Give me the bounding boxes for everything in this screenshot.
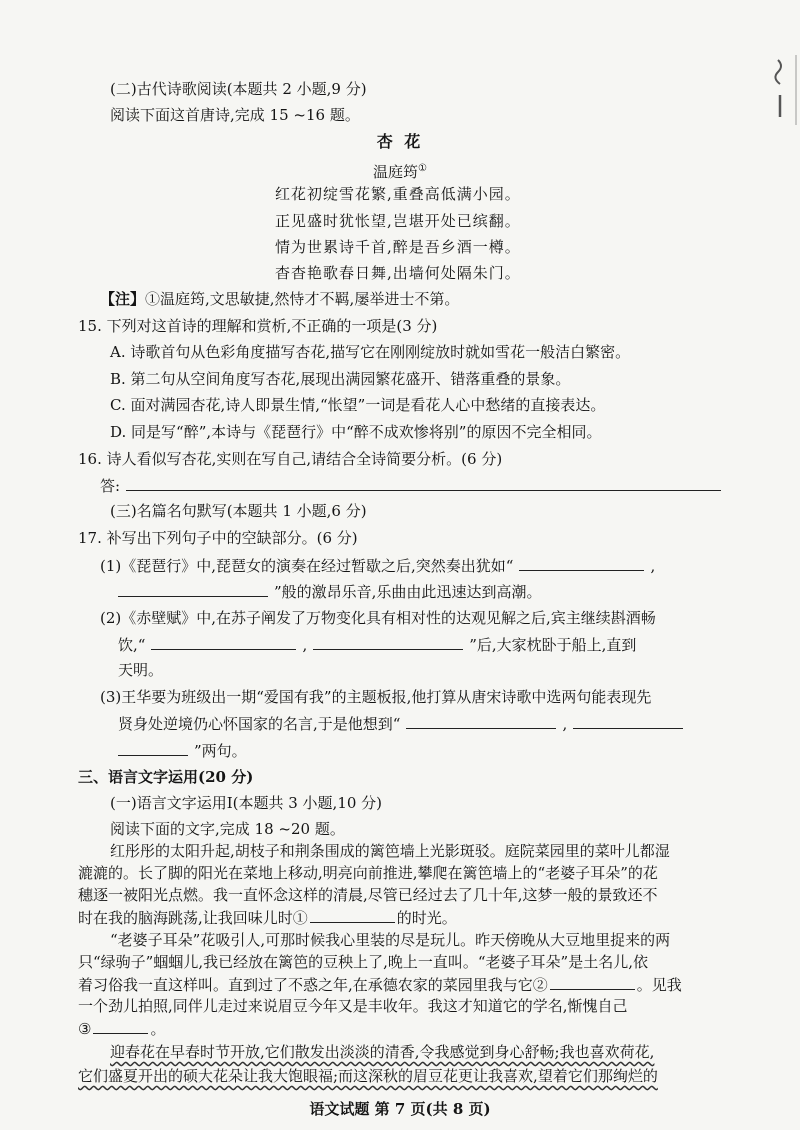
poem-author: 温庭筠 bbox=[373, 163, 419, 181]
q16-answer-blank[interactable] bbox=[126, 474, 721, 491]
q17-part3-line3 bbox=[118, 739, 247, 762]
q17-part3-line2: 贤身处逆境仍心怀国家的名言,于是他想到“ , bbox=[118, 712, 689, 735]
passage-p2-end: 。 bbox=[150, 1020, 166, 1038]
poem-note bbox=[100, 288, 459, 310]
q15-option-d: D. 同是写“醉”,本诗与《琵琶行》中“醉不成欢惨将别”的原因不完全相同。 bbox=[110, 423, 602, 441]
passage-p2-line4: 一个劲儿拍照,同伴儿走过来说眉豆今年又是丰收年。我这才知道它的学名,惭愧自己 bbox=[78, 997, 628, 1015]
passage-p1-line2: 漉漉的。长了脚的阳光在菜地上移动,明亮向前推进,攀爬在篱笆墙上的“老婆子耳朵”的花 bbox=[78, 864, 658, 882]
passage-p2-text-b: 。见我 bbox=[636, 976, 682, 994]
q17-part2-suffix: ”后,大家枕卧于船上,直到 bbox=[469, 636, 637, 654]
page-edge-fragment bbox=[770, 55, 800, 125]
poem-line-4: 杳杳艳歌春日舞,出墙何处隔朱门。 bbox=[275, 264, 521, 282]
passage-blank-1[interactable] bbox=[310, 906, 395, 923]
passage-p2-text-a: 着习俗我一直这样叫。直到过了不惑之年,在承德农家的菜园里我与它② bbox=[78, 976, 548, 994]
poem-author-line bbox=[0, 158, 800, 183]
passage-blank-2[interactable] bbox=[550, 973, 635, 990]
page-footer: 语文试题 第 7 页(共 8 页) bbox=[309, 1100, 491, 1118]
section-poetry-heading: (二)古代诗歌阅读(本题共 2 小题,9 分) bbox=[110, 80, 367, 98]
q17-part2-prefix: 饮,“ bbox=[118, 636, 146, 654]
poem-line-1: 红花初绽雪花繁,重叠高低满小园。 bbox=[275, 185, 521, 203]
q17-part1-text-b: ”般的激昂乐音,乐曲由此迅速达到高潮。 bbox=[274, 583, 542, 601]
passage-p1-text-a: 时在我的脑海跳荡,让我回味儿时① bbox=[78, 909, 308, 927]
q17-stem: 17. 补写出下列句子中的空缺部分。(6 分) bbox=[78, 529, 358, 547]
section-recite-heading: (三)名篇名句默写(本题共 1 小题,6 分) bbox=[110, 502, 367, 520]
passage-p2-number: ③ bbox=[78, 1020, 92, 1038]
passage-blank-3[interactable] bbox=[93, 1017, 148, 1034]
passage-p3-line1: 迎春花在早春时节开放,它们散发出淡淡的清香,令我感觉到身心舒畅;我也喜欢荷花, bbox=[110, 1043, 655, 1061]
section-language-heading: 三、语言文字运用(20 分) bbox=[78, 768, 254, 786]
q16-answer-row bbox=[100, 474, 727, 497]
q17-blank-3c[interactable] bbox=[118, 739, 188, 756]
q17-blank-1a[interactable] bbox=[519, 554, 644, 571]
q17-part2-text-c: 天明。 bbox=[118, 661, 164, 679]
passage-p2-line5 bbox=[78, 1017, 165, 1040]
q17-blank-3a[interactable] bbox=[406, 712, 556, 729]
q17-blank-2b[interactable] bbox=[313, 633, 463, 650]
q16-stem: 16. 诗人看似写杏花,实则在写自己,请结合全诗简要分析。(6 分) bbox=[78, 450, 503, 468]
q15-option-b: B. 第二句从空间角度写杏花,展现出满园繁花盛开、错落重叠的景象。 bbox=[110, 370, 571, 388]
q15-option-c: C. 面对满园杏花,诗人即景生情,“怅望”一词是看花人心中愁绪的直接表达。 bbox=[110, 396, 606, 414]
poem-title: 杏 花 bbox=[376, 132, 424, 151]
q17-part3-text-b: 贤身处逆境仍心怀国家的名言,于是他想到“ bbox=[118, 715, 401, 733]
q15-stem: 15. 下列对这首诗的理解和赏析,不正确的一项是(3 分) bbox=[78, 317, 438, 335]
q17-part2-text-a: (2)《赤壁赋》中,在苏子阐发了万物变化具有相对性的达观见解之后,宾主继续斟酒畅 bbox=[100, 609, 656, 627]
q17-part2-line2: 饮,“ , ”后,大家枕卧于船上,直到 bbox=[118, 633, 636, 656]
q17-part1-line2 bbox=[118, 580, 541, 603]
q17-part1-line1: (1)《琵琶行》中,琵琶女的演奏在经过暂歇之后,突然奏出犹如“ , bbox=[100, 554, 655, 577]
q17-part3-text-a: (3)王华要为班级出一期“爱国有我”的主题板报,他打算从唐宋诗歌中选两句能表现先 bbox=[100, 688, 652, 706]
poem-line-2: 正见盛时犹怅望,岂堪开处已缤翻。 bbox=[275, 212, 521, 230]
q15-option-a: A. 诗歌首句从色彩角度描写杏花,描写它在刚刚绽放时就如雪花一般洁白繁密。 bbox=[110, 343, 631, 361]
passage-p3-line2: 它们盛夏开出的硕大花朵让我大饱眼福;而这深秋的眉豆花更让我喜欢,望着它们那绚烂的 bbox=[78, 1067, 658, 1085]
q17-part1-text-a: (1)《琵琶行》中,琵琶女的演奏在经过暂歇之后,突然奏出犹如“ bbox=[100, 557, 514, 575]
poem-note-text: ①温庭筠,文思敏捷,然恃才不羁,屡举进士不第。 bbox=[145, 290, 460, 308]
passage-p1-line1: 红彤彤的太阳升起,胡枝子和荆条围成的篱笆墙上光影斑驳。庭院菜园里的菜叶儿都湿 bbox=[110, 842, 670, 860]
q17-blank-1b[interactable] bbox=[118, 580, 268, 597]
passage-p1-text-b: 的时光。 bbox=[396, 909, 457, 927]
q17-blank-2a[interactable] bbox=[151, 633, 296, 650]
passage-p2-line2: 只“绿驹子”蝈蝈儿,我已经放在篱笆的豆秧上了,晚上一直叫。“老婆子耳朵”是土名儿,依 bbox=[78, 953, 648, 971]
footnote-marker: ① bbox=[418, 163, 427, 174]
q17-blank-3b[interactable] bbox=[573, 712, 683, 729]
poem-line-3: 情为世累诗千首,醉是吾乡酒一樽。 bbox=[275, 238, 521, 256]
poem-note-label: 【注】 bbox=[100, 290, 146, 308]
passage-p2-line3 bbox=[78, 973, 682, 996]
section-language-subheading: (一)语言文字运用Ⅰ(本题共 3 小题,10 分) bbox=[110, 794, 383, 812]
passage-p1-line4 bbox=[78, 906, 457, 929]
passage-p1-line3: 穗逐一被阳光点燃。我一直怀念这样的清晨,尽管已经过去了几十年,这梦一般的景致还不 bbox=[78, 886, 658, 904]
passage-p2-line1: “老婆子耳朵”花吸引人,可那时候我心里装的尽是玩儿。昨天傍晚从大豆地里捉来的两 bbox=[110, 931, 671, 949]
section-poetry-instruction: 阅读下面这首唐诗,完成 15 ~16 题。 bbox=[110, 106, 360, 124]
q16-answer-label: 答: bbox=[100, 477, 121, 495]
q17-part3-text-c: ”两句。 bbox=[194, 742, 247, 760]
section-language-instruction: 阅读下面的文字,完成 18 ~20 题。 bbox=[110, 820, 345, 838]
